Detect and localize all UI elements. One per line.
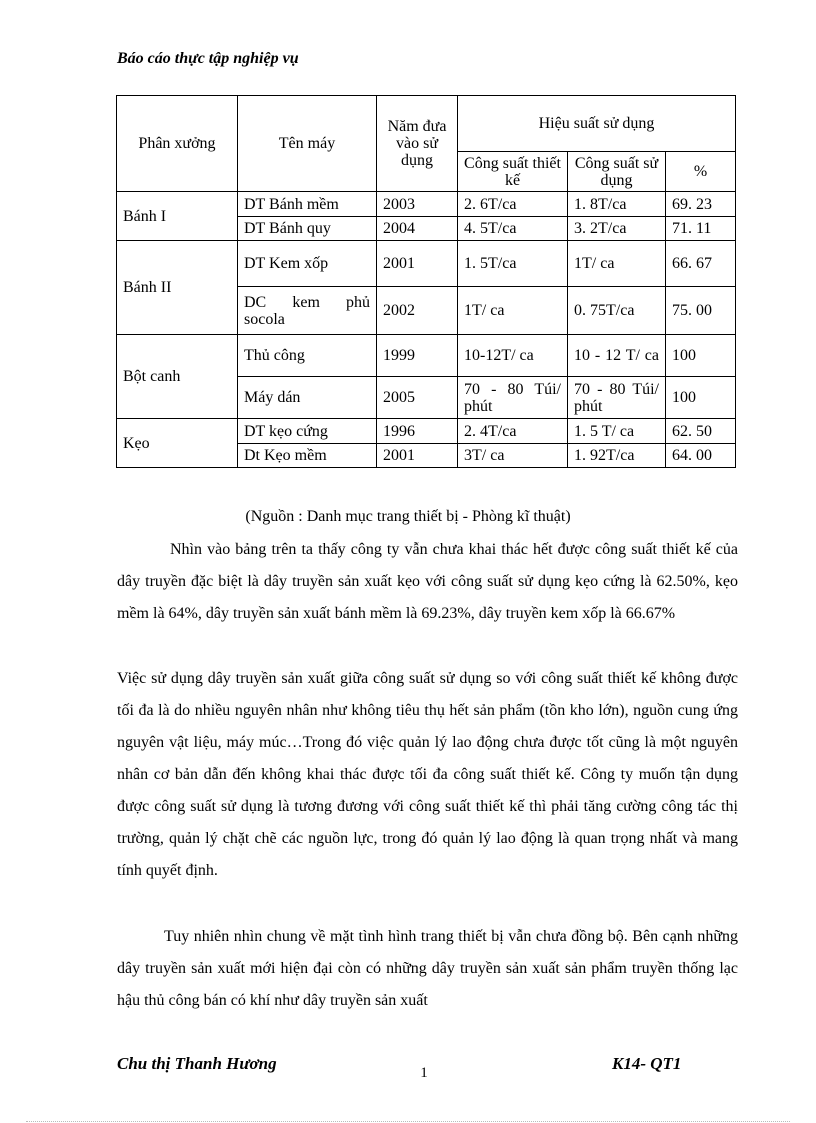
design-cell: 1T/ ca	[458, 287, 568, 335]
design-cell: 2. 4T/ca	[458, 419, 568, 444]
machine-cell: DT kẹo cứng	[238, 419, 377, 444]
machine-cell: Máy dán	[238, 377, 377, 419]
year-cell: 2002	[377, 287, 458, 335]
used-cell: 70 - 80 Túi/ phút	[568, 377, 666, 419]
page-number: 1	[420, 1065, 428, 1081]
machine-cell: DT Kem xốp	[238, 241, 377, 287]
workshop-cell: Bột canh	[117, 335, 238, 419]
percent-cell: 69. 23	[666, 192, 736, 217]
used-cell: 10 - 12 T/ ca	[568, 335, 666, 377]
machine-cell: Thủ công	[238, 335, 377, 377]
design-cell: 4. 5T/ca	[458, 217, 568, 241]
header-used-capacity: Công suất sử dụng	[568, 152, 666, 192]
year-cell: 1999	[377, 335, 458, 377]
year-cell: 2001	[377, 444, 458, 468]
design-cell: 10-12T/ ca	[458, 335, 568, 377]
footer-author: Chu thị Thanh Hương	[117, 1054, 277, 1073]
percent-cell: 71. 11	[666, 217, 736, 241]
workshop-cell: Bánh I	[117, 192, 238, 241]
design-cell: 3T/ ca	[458, 444, 568, 468]
machine-cell: DT Bánh mềm	[238, 192, 377, 217]
percent-cell: 66. 67	[666, 241, 736, 287]
workshop-cell: Kẹo	[117, 419, 238, 468]
percent-cell: 64. 00	[666, 444, 736, 468]
percent-cell: 100	[666, 335, 736, 377]
page-header: Báo cáo thực tập nghiệp vụ	[117, 50, 299, 67]
header-percent: %	[666, 152, 736, 192]
year-cell: 1996	[377, 419, 458, 444]
header-workshop: Phân xưởng	[117, 96, 238, 192]
paragraph: Tuy nhiên nhìn chung về mặt tình hình trang thiết bị vẫn chưa đồng bộ. Bên cạnh những dây truyền sản xuất mới hiện đại còn có những dây truyền sản xuất sản phẩm truyền thống lạc hậu thủ công bán có khí như dây truyền sản xuất	[117, 928, 738, 1009]
header-year: Năm đưa vào sử dụng	[377, 96, 458, 192]
used-cell: 1. 92T/ca	[568, 444, 666, 468]
header-efficiency: Hiệu suất sử dụng	[458, 96, 736, 152]
year-cell: 2001	[377, 241, 458, 287]
year-cell: 2005	[377, 377, 458, 419]
header-machine: Tên máy	[238, 96, 377, 192]
used-cell: 1. 8T/ca	[568, 192, 666, 217]
used-cell: 1. 5 T/ ca	[568, 419, 666, 444]
design-cell: 70 - 80 Túi/ phút	[458, 377, 568, 419]
design-cell: 1. 5T/ca	[458, 241, 568, 287]
workshop-cell: Bánh II	[117, 241, 238, 335]
paragraph: Nhìn vào bảng trên ta thấy công ty vẫn chưa khai thác hết được công suất thiết kế của dây truyền đặc biệt là dây truyền sản xuất kẹo với công suất sử dụng kẹo cứng là 62.50%, kẹo mềm là 64%, dây truyền sản xuất bánh mềm là 69.23%, dây truyền kem xốp là 66.67%	[117, 541, 738, 622]
percent-cell: 75. 00	[666, 287, 736, 335]
page-bottom-divider	[26, 1121, 790, 1122]
design-cell: 2. 6T/ca	[458, 192, 568, 217]
machine-cell: Dt Kẹo mềm	[238, 444, 377, 468]
used-cell: 1T/ ca	[568, 241, 666, 287]
used-cell: 3. 2T/ca	[568, 217, 666, 241]
machine-cell: DC kem phủ socola	[238, 287, 377, 335]
year-cell: 2004	[377, 217, 458, 241]
equipment-table	[116, 95, 736, 468]
header-design-capacity: Công suất thiết kế	[458, 152, 568, 192]
used-cell: 0. 75T/ca	[568, 287, 666, 335]
paragraph: Việc sử dụng dây truyền sản xuất giữa công suất sử dụng so với công suất thiết kế không được tối đa là do nhiều nguyên nhân như không tiêu thụ hết sản phẩm (tồn kho lớn), nguồn cung ứng nguyên vật liệu, máy múc…Trong đó việc quản lý lao động chưa được tốt cũng là một nguyên nhân cơ bản dẫn đến không khai thác được tối đa công suất thiết kế. Công ty muốn tận dụng được công suất sử dụng là tương đương với công suất thiết kế thì phải tăng cường công tác thị trường, quản lý chặt chẽ các nguồn lực, trong đó quản lý lao động là quan trọng nhất và mang tính quyết định.	[117, 670, 738, 879]
machine-cell: DT Bánh quy	[238, 217, 377, 241]
table-source-note: (Nguồn : Danh mục trang thiết bị - Phòng kĩ thuật)	[245, 508, 571, 525]
footer-class: K14- QT1	[612, 1054, 682, 1073]
percent-cell: 62. 50	[666, 419, 736, 444]
year-cell: 2003	[377, 192, 458, 217]
percent-cell: 100	[666, 377, 736, 419]
